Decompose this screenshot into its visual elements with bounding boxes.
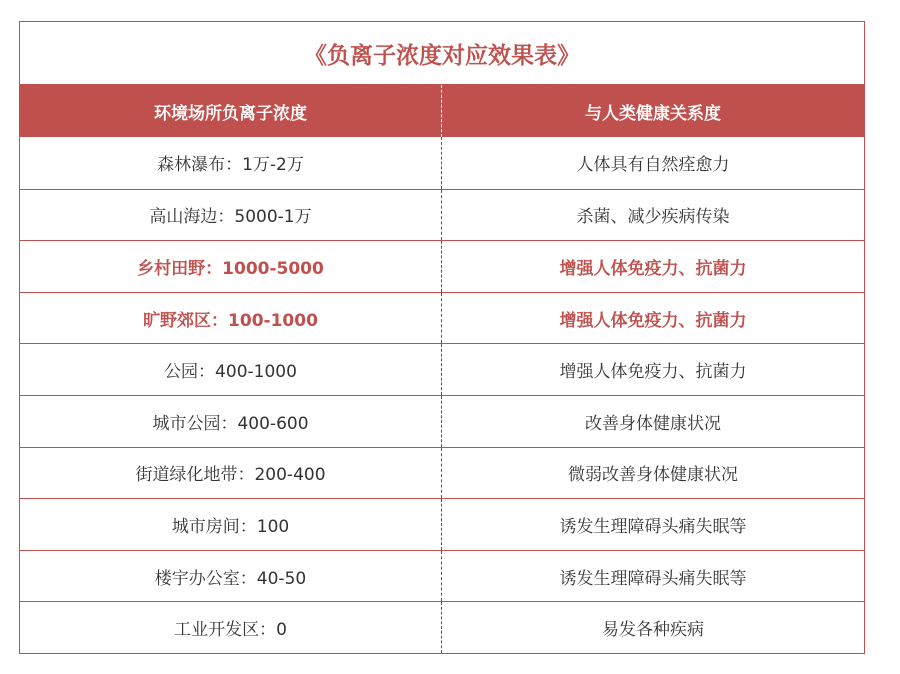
place-cell: 高山海边：5000-1万 (20, 190, 442, 241)
table-row (20, 292, 864, 344)
effect-cell: 诱发生理障碍头痛失眠等 (559, 516, 747, 537)
place-cell: 街道绿化地带：200-400 (20, 448, 442, 499)
table-row (20, 240, 864, 292)
place-cell: 城市房间：100 (20, 499, 442, 550)
place-cell: 乡村田野：1000-5000 (20, 241, 442, 292)
effect-cell: 诱发生理障碍头痛失眠等 (559, 568, 747, 589)
effect-cell: 杀菌、减少疾病传染 (576, 207, 730, 228)
place-cell: 旷野郊区：100-1000 (20, 293, 442, 344)
ion-effect-table (19, 21, 865, 654)
effect-cell: 增强人体免疫力、抗菌力 (559, 310, 747, 331)
table-row (20, 550, 864, 602)
table-row (20, 498, 864, 550)
table-row (20, 447, 864, 499)
table-row (20, 395, 864, 447)
table-row (20, 137, 864, 189)
place-cell: 城市公园：400-600 (20, 396, 442, 447)
table-title: 《负离子浓度对应效果表》 (20, 22, 864, 85)
place-cell: 森林瀑布：1万-2万 (20, 137, 442, 189)
table-header-row (20, 85, 864, 137)
place-cell: 楼宇办公室：40-50 (20, 551, 442, 602)
effect-cell: 增强人体免疫力、抗菌力 (559, 362, 747, 383)
effect-cell: 微弱改善身体健康状况 (568, 465, 738, 486)
effect-cell: 增强人体免疫力、抗菌力 (559, 258, 747, 279)
table-body (20, 137, 864, 653)
table-row (20, 601, 864, 653)
table-row (20, 189, 864, 241)
table-row (20, 343, 864, 395)
header-effect: 与人类健康关系度 (585, 103, 721, 124)
place-cell: 公园：400-1000 (20, 344, 442, 395)
header-place: 环境场所负离子浓度 (20, 85, 442, 137)
place-cell: 工业开发区：0 (20, 602, 442, 653)
effect-cell: 改善身体健康状况 (585, 413, 721, 434)
effect-cell: 易发各种疾病 (602, 620, 704, 641)
effect-cell: 人体具有自然痊愈力 (576, 155, 730, 176)
